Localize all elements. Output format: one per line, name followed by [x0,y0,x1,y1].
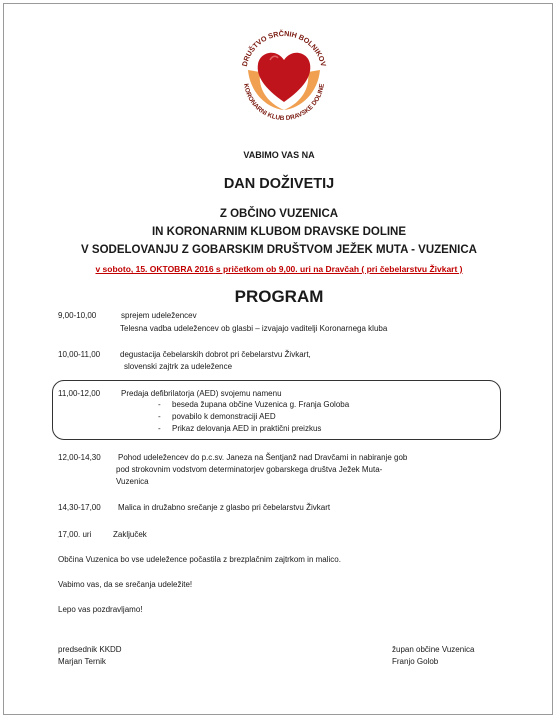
program-time-6: 17,00. uri [58,530,92,539]
note-line: Občina Vuzenica bo vse udeležence počastila z brezplačnim zajtrkom in malico. [58,555,341,564]
heart-icon [258,53,311,102]
program-time-2: 10,00-11,00 [58,350,101,359]
subtitle-line-1: Z OBČINO VUZENICA [219,208,339,220]
signature-left-name: Marjan Ternik [58,657,106,666]
club-logo [236,22,332,126]
bullet-dash: - [158,400,161,409]
note-line: Vabimo vas, da se srečanja udeležite! [58,580,193,589]
date-line: v soboto, 15. OKTOBRA 2016 s pričetkom ob 9,00. uri na Dravčah ( pri čebelarstvu Živkart ) [95,264,463,274]
invite-text: VABIMO VAS NA [243,150,315,160]
program-time-3: 11,00-12,00 [58,389,101,398]
program-text: sprejem udeležencev [121,311,197,320]
bullet-dash: - [158,412,161,421]
program-time-5: 14,30-17,00 [58,503,101,512]
signature-right-name: Franjo Golob [392,657,439,666]
program-text: Telesna vadba udeležencev ob glasbi – izvajajo vaditelji Koronarnega kluba [120,324,388,333]
bullet-dash: - [158,424,161,433]
program-text: slovenski zajtrk za udeležence [124,362,233,371]
program-text: Vuzenica [116,477,149,486]
program-text: Pohod udeležencev do p.c.sv. Janeza na Šentjanž nad Dravčami in nabiranje gob [118,453,408,462]
program-time-4: 12,00-14,30 [58,453,101,462]
program-heading: PROGRAM [234,287,324,306]
subtitle-line-2: IN KORONARNIM KLUBOM DRAVSKE DOLINE [151,226,407,238]
bullet-item: Prikaz delovanja AED in praktični preizkus [172,424,322,433]
signature-right-role: župan občine Vuzenica [392,645,475,654]
bullet-item: beseda župana občine Vuzenica g. Franja Goloba [172,400,350,409]
note-line: Lepo vas pozdravljamo! [58,605,143,614]
program-time-1: 9,00-10,00 [58,311,97,320]
subtitle-line-3: V SODELOVANJU Z GOBARSKIM DRUŠTVOM JEŽEK MUTA - VUZENICA [81,244,477,256]
program-text: pod strokovnim vodstvom determinatorjev gobarskega društva Ježek Muta- [116,465,383,474]
logo-top-text: DRUŠTVO SRČNIH BOLNIKOV [239,28,329,68]
program-text: degustacija čebelarskih dobrot pri čebelarstvu Živkart, [120,350,311,359]
program-text: Predaja defibrilatorja (AED) svojemu namenu [121,389,282,398]
program-text: Zaključek [113,530,147,539]
event-title: DAN DOŽIVETIJ [223,176,335,192]
signature-left-role: predsednik KKDD [58,645,122,654]
logo-bottom-text: KORONARNI KLUB DRAVSKE DOLINE [242,83,326,123]
bullet-item: povabilo k demonstraciji AED [172,412,276,421]
program-text: Malica in družabno srečanje z glasbo pri čebelarstvu Živkart [118,503,331,512]
